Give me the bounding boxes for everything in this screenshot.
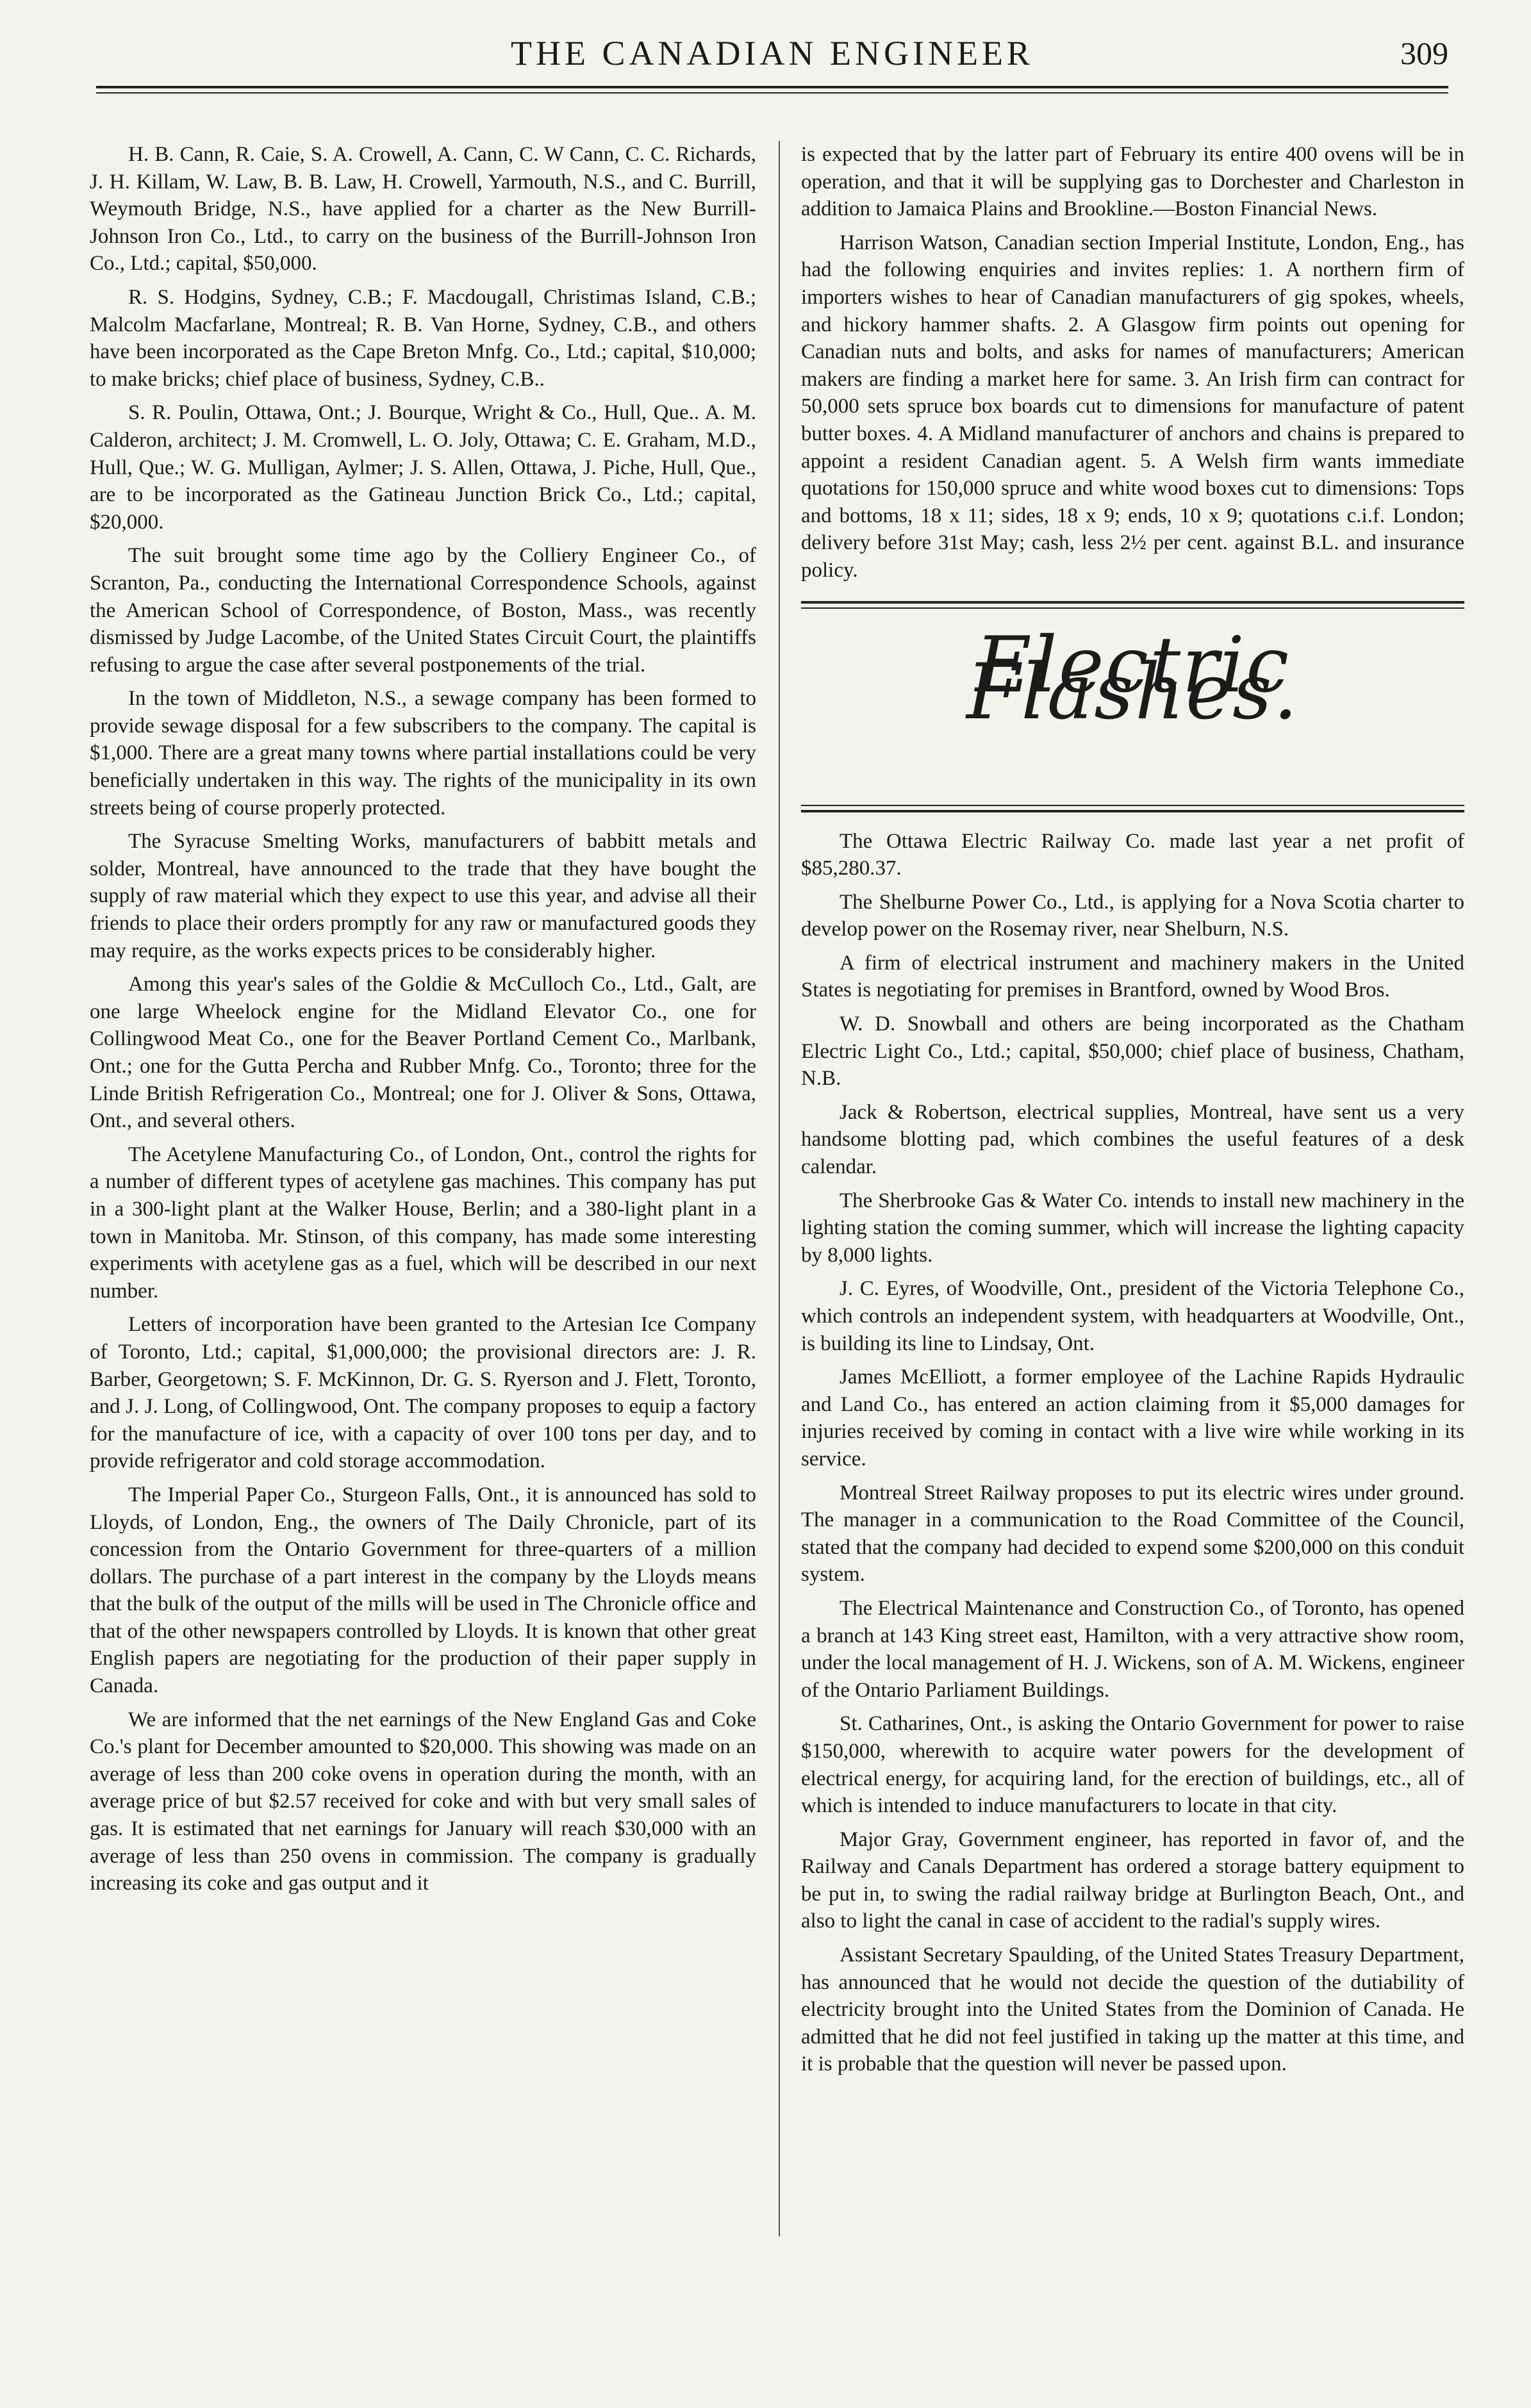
- article-paragraph: Among this year's sales of the Goldie & McCulloch Co., Ltd., Galt, are one large Wheelock engine for the Midland Elevator Co., one for Collingwood Meat Co., one for the Beaver Portland Cement Co., Marlbank, Ont.; one for the Gutta Percha and Rubber Mnfg. Co., Toronto; three for the Linde British Refrigeration Co., Montreal; one for J. Oliver & Sons, Ottawa, Ont., and several others.: [90, 973, 756, 1133]
- article-paragraph: H. B. Cann, R. Caie, S. A. Crowell, A. Cann, C. W Cann, C. C. Richards, J. H. Killam, W. Law, B. B. Law, H. Crowell, Yarmouth, N.S., and C. Burrill, Weymouth Bridge, N.S., have applied for a charter as the New Burrill-Johnson Iron Co., Ltd., to carry on the business of the Burrill-Johnson Iron Co., Ltd.; capital, $50,000.: [90, 143, 756, 276]
- header-rule-thin: [96, 92, 1448, 94]
- article-paragraph: S. R. Poulin, Ottawa, Ont.; J. Bourque, Wright & Co., Hull, Que.. A. M. Calderon, architect; J. M. Cromwell, L. O. Joly, Ottawa; C. E. Graham, M.D., Hull, Que.; W. G. Mulligan, Aylmer; J. S. Allen, Ottawa, J. Piche, Hull, Que., are to be incorporated as the Gatineau Junction Brick Co., Ltd.; capital, $20,000.: [90, 401, 756, 534]
- left-column: [90, 141, 756, 2371]
- section-heading: [801, 601, 1464, 812]
- column-divider: [779, 141, 780, 2236]
- article-paragraph: Harrison Watson, Canadian section Imperial Institute, London, Eng., has had the following enquiries and invites replies: 1. A northern firm of importers wishes to hear of Canadian manufacturers of gig spokes, wheels, and hickory hammer shafts. 2. A Glasgow firm points out opening for Canadian nuts and bolts, and asks for names of manufacturers; American makers are finding a market here for same. 3. An Irish firm can contract for 50,000 sets spruce box boards cut to dimensions for manufacture of patent butter boxes. 4. A Midland manufacturer of anchors and chains is prepared to appoint a resident Canadian agent. 5. A Welsh firm wants immediate quotations for 150,000 spruce and white wood boxes cut to dimensions: Tops and bottoms, 18 x 11; sides, 18 x 9; ends, 10 x 9; quotations c.i.f. London; delivery before 31st May; cash, less 2½ per cent. against B.L. and insurance policy.: [801, 231, 1464, 582]
- section-rule: [801, 810, 1464, 812]
- page-number: 309: [1400, 35, 1448, 71]
- news-item: A firm of electrical instrument and machinery makers in the United States is negotiating for premises in Brantford, owned by Wood Bros.: [801, 951, 1464, 1002]
- news-item: Major Gray, Government engineer, has reported in favor of, and the Railway and Canals Department has ordered a storage battery equipment to be put in, to swing the radial railway bridge at Burlington Beach, Ont., and also to light the canal in case of accident to the radial's supply wires.: [801, 1827, 1464, 1933]
- news-item: The Electrical Maintenance and Construction Co., of Toronto, has opened a branch at 143 King street east, Hamilton, with a very attractive show room, under the local management of H. J. Wickens, son of A. M. Wickens, engineer of the Ontario Parliament Buildings.: [801, 1596, 1464, 1702]
- news-item: The Ottawa Electric Railway Co. made last year a net profit of $85,280.37.: [801, 829, 1464, 880]
- page-header: [96, 33, 1448, 109]
- news-item: Assistant Secretary Spaulding, of the United States Treasury Department, has announced that he would not decide the question of the dutiability of electricity brought into the United States from the Dominion of Canada. He admitted that he did not feel justified in taking up the matter at this time, and it is probable that the question will never be passed upon.: [801, 1943, 1464, 2076]
- news-item: Montreal Street Railway proposes to put its electric wires under ground. The manager in a communication to the Road Committee of the Council, stated that the company had decided to expend some $200,000 on this conduit system.: [801, 1481, 1464, 1587]
- header-rule-thick: [96, 86, 1448, 88]
- article-paragraph: R. S. Hodgins, Sydney, C.B.; F. Macdougall, Christimas Island, C.B.; Malcolm Macfarlane, Montreal; R. B. Van Horne, Sydney, C.B., and others have been incorporated as the Cape Breton Mnfg. Co., Ltd.; capital, $10,000; to make bricks; chief place of business, Sydney, C.B..: [90, 285, 756, 391]
- news-item: W. D. Snowball and others are being incorporated as the Chatham Electric Light Co., Ltd.; capital, $50,000; chief place of business, Chatham, N.B.: [801, 1012, 1464, 1091]
- journal-title: THE CANADIAN ENGINEER: [511, 34, 1034, 72]
- article-paragraph: is expected that by the latter part of February its entire 400 ovens will be in operation, and that it will be supplying gas to Dorchester and Charleston in addition to Jamaica Plains and Brookline.—Boston Financial News.: [801, 143, 1464, 221]
- article-paragraph: Letters of incorporation have been granted to the Artesian Ice Company of Toronto, Ltd.; capital, $1,000,000; the provisional directors are: J. R. Barber, Georgetown; S. F. McKinnon, Dr. G. S. Ryerson and J. Flett, Toronto, and J. J. Long, of Collingwood, Ont. The company proposes to equip a factory for the manufacture of ice, with a capacity of over 100 tons per day, and to provide refrigerator and cold storage accommodation.: [90, 1313, 756, 1473]
- section-rule: [801, 601, 1464, 604]
- news-item: The Sherbrooke Gas & Water Co. intends to install new machinery in the lighting station the coming summer, which will increase the lighting capacity by 8,000 lights.: [801, 1189, 1464, 1267]
- article-paragraph: The Acetylene Manufacturing Co., of London, Ont., control the rights for a number of different types of acetylene gas machines. This company has put in a 300-light plant at the Walker House, Berlin; and a 380-light plant in a town in Manitoba. Mr. Stinson, of this company, has made some interesting experiments with acetylene gas as a fuel, which will be described in our next number.: [90, 1142, 756, 1303]
- section-title: Electric Flashes.: [966, 620, 1299, 738]
- section-rule: [801, 607, 1464, 609]
- section-rule: [801, 805, 1464, 806]
- article-paragraph: We are informed that the net earnings of the New England Gas and Coke Co.'s plant for December amounted to $20,000. This showing was made on an average of less than 200 coke ovens in operation during the month, with an average price of but $2.57 received for coke and with but very small sales of gas. It is estimated that net earnings for January will reach $30,000 with an average of less than 250 ovens in commission. The company is gradually increasing its coke and gas output and it: [90, 1708, 756, 1895]
- news-item: St. Catharines, Ont., is asking the Ontario Government for power to raise $150,000, wherewith to acquire water powers for the development of electrical energy, for acquiring land, for the erection of buildings, etc., all of which is intended to induce manufacturers to locate in that city.: [801, 1712, 1464, 1818]
- right-column: [801, 141, 1464, 2371]
- article-paragraph: In the town of Middleton, N.S., a sewage company has been formed to provide sewage disposal for a few subscribers to the company. The capital is $1,000. There are a great many towns where partial installations could be very beneficially undertaken in this way. The rights of the municipality in its own streets being of course properly protected.: [90, 687, 756, 820]
- article-paragraph: The suit brought some time ago by the Colliery Engineer Co., of Scranton, Pa., conducting the International Correspondence Schools, against the American School of Correspondence, of Boston, Mass., was recently dismissed by Judge Lacombe, of the United States Circuit Court, the plaintiffs refusing to argue the case after several postponements of the trial.: [90, 544, 756, 677]
- article-paragraph: The Imperial Paper Co., Sturgeon Falls, Ont., it is announced has sold to Lloyds, of London, Eng., the owners of The Daily Chronicle, part of its concession from the Ontario Government for three-quarters of a million dollars. The purchase of a part interest in the company by the Lloyds means that the bulk of the output of the mills will be used in The Chronicle office and that of the other newspapers controlled by Lloyds. It is known that other great English papers are negotiating for the production of their paper supply in Canada.: [90, 1483, 756, 1698]
- news-item: J. C. Eyres, of Woodville, Ont., president of the Victoria Telephone Co., which controls an independent system, with headquarters at Woodville, Ont., is building its line to Lindsay, Ont.: [801, 1277, 1464, 1355]
- news-item: James McElliott, a former employee of the Lachine Rapids Hydraulic and Land Co., has entered an action claiming from it $5,000 damages for injuries received by coming in contact with a live wire while working in its service.: [801, 1365, 1464, 1471]
- news-item: Jack & Robertson, electrical supplies, Montreal, have sent us a very handsome blotting pad, which combines the useful features of a desk calendar.: [801, 1100, 1464, 1179]
- news-item: The Shelburne Power Co., Ltd., is applying for a Nova Scotia charter to develop power on the Rosemay river, near Shelburn, N.S.: [801, 890, 1464, 941]
- article-paragraph: The Syracuse Smelting Works, manufacturers of babbitt metals and solder, Montreal, have announced to the trade that they have bought the supply of raw material which they expect to use this year, and advise all their friends to place their orders promptly for any raw or manufactured goods they may require, as the works expects prices to be considerably higher.: [90, 830, 756, 962]
